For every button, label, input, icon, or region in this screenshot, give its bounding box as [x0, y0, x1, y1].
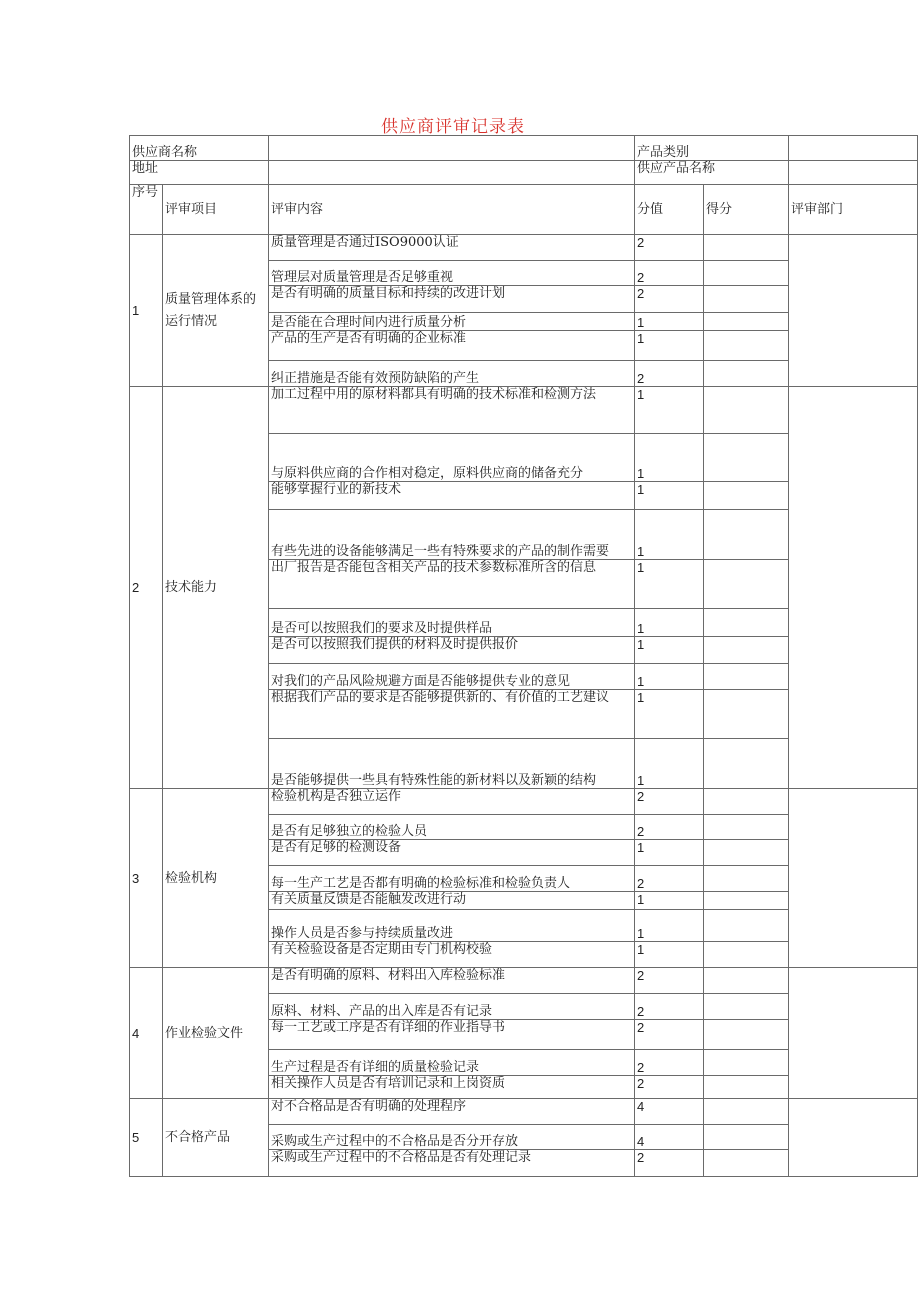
score-value: 2: [635, 866, 704, 892]
review-content: 每一工艺或工序是否有详细的作业指导书: [269, 1020, 635, 1050]
address-label: 地址: [130, 161, 269, 185]
score-input-cell[interactable]: [704, 664, 789, 690]
score-input-cell[interactable]: [704, 637, 789, 664]
score-value: 1: [635, 637, 704, 664]
score-input-cell[interactable]: [704, 235, 789, 261]
review-dept-cell[interactable]: [789, 789, 918, 968]
table-row: [130, 789, 918, 815]
score-input-cell[interactable]: [704, 968, 789, 994]
score-input-cell[interactable]: [704, 1020, 789, 1050]
product-name-value[interactable]: [789, 161, 918, 185]
score-value: 2: [635, 1150, 704, 1177]
section-item-name: 检验机构: [163, 789, 269, 968]
section-item-name: 不合格产品: [163, 1099, 269, 1177]
score-input-cell[interactable]: [704, 510, 789, 560]
review-content: 检验机构是否独立运作: [269, 789, 635, 815]
score-value: 2: [635, 1050, 704, 1076]
supplier-review-table: [129, 135, 918, 1177]
header-content: 评审内容: [269, 185, 635, 235]
header-score: 分值: [635, 185, 704, 235]
score-value: 4: [635, 1125, 704, 1150]
score-input-cell[interactable]: [704, 892, 789, 910]
score-input-cell[interactable]: [704, 942, 789, 968]
review-content: 是否可以按照我们的要求及时提供样品: [269, 609, 635, 637]
review-content: 是否可以按照我们提供的材料及时提供报价: [269, 637, 635, 664]
score-value: 1: [635, 510, 704, 560]
score-value: 1: [635, 560, 704, 609]
review-content: 操作人员是否参与持续质量改进: [269, 910, 635, 942]
section-number: 3: [130, 789, 163, 968]
header-seq: 序号: [130, 185, 163, 235]
review-content: 每一生产工艺是否都有明确的检验标准和检验负责人: [269, 866, 635, 892]
header-item: 评审项目: [163, 185, 269, 235]
score-value: 1: [635, 892, 704, 910]
review-content: 出厂报告是否能包含相关产品的技术参数标准所含的信息: [269, 560, 635, 609]
header-dept: 评审部门: [789, 185, 918, 235]
score-value: 1: [635, 739, 704, 789]
table-row: [130, 387, 918, 434]
section-number: 1: [130, 235, 163, 387]
review-content: 生产过程是否有详细的质量检验记录: [269, 1050, 635, 1076]
product-name-label: 供应产品名称: [635, 161, 789, 185]
review-content: 是否有足够独立的检验人员: [269, 815, 635, 840]
score-value: 1: [635, 664, 704, 690]
score-value: 1: [635, 482, 704, 510]
score-input-cell[interactable]: [704, 560, 789, 609]
header-got: 得分: [704, 185, 789, 235]
review-dept-cell[interactable]: [789, 968, 918, 1099]
score-input-cell[interactable]: [704, 815, 789, 840]
section-item-name: 作业检验文件: [163, 968, 269, 1099]
review-content: 原料、材料、产品的出入库是否有记录: [269, 994, 635, 1020]
info-row-supplier: [130, 136, 918, 161]
score-value: 2: [635, 261, 704, 286]
score-value: 2: [635, 815, 704, 840]
section-number: 2: [130, 387, 163, 789]
score-input-cell[interactable]: [704, 609, 789, 637]
supplier-name-label: 供应商名称: [130, 136, 269, 161]
review-content: 采购或生产过程中的不合格品是否有处理记录: [269, 1150, 635, 1177]
score-value: 1: [635, 942, 704, 968]
score-value: 1: [635, 331, 704, 361]
review-content: 是否能在合理时间内进行质量分析: [269, 313, 635, 331]
score-input-cell[interactable]: [704, 690, 789, 739]
review-dept-cell[interactable]: [789, 235, 918, 387]
review-content: 相关操作人员是否有培训记录和上岗资质: [269, 1076, 635, 1099]
review-content: 纠正措施是否能有效预防缺陷的产生: [269, 361, 635, 387]
score-input-cell[interactable]: [704, 910, 789, 942]
score-value: 1: [635, 840, 704, 866]
score-value: 2: [635, 1076, 704, 1099]
section-number: 5: [130, 1099, 163, 1177]
score-input-cell[interactable]: [704, 1050, 789, 1076]
product-category-label: 产品类别: [635, 136, 789, 161]
score-input-cell[interactable]: [704, 1125, 789, 1150]
table-row: [130, 968, 918, 994]
info-row-address: [130, 161, 918, 185]
review-content: 采购或生产过程中的不合格品是否分开存放: [269, 1125, 635, 1150]
table-row: [130, 1099, 918, 1125]
score-value: 2: [635, 286, 704, 313]
score-value: 1: [635, 434, 704, 482]
score-value: 1: [635, 313, 704, 331]
score-value: 2: [635, 994, 704, 1020]
review-dept-cell[interactable]: [789, 1099, 918, 1177]
review-content: 管理层对质量管理是否足够重视: [269, 261, 635, 286]
form-title: 供应商评审记录表: [381, 117, 525, 137]
review-content: 与原料供应商的合作相对稳定，原料供应商的储备充分: [269, 434, 635, 482]
score-input-cell[interactable]: [704, 286, 789, 313]
review-content: 是否有明确的质量目标和持续的改进计划: [269, 286, 635, 313]
review-content: 对我们的产品风险规避方面是否能够提供专业的意见: [269, 664, 635, 690]
review-content: 能够掌握行业的新技术: [269, 482, 635, 510]
review-dept-cell[interactable]: [789, 387, 918, 789]
review-content: 有关质量反馈是否能触发改进行动: [269, 892, 635, 910]
review-content: 有些先进的设备能够满足一些有特殊要求的产品的制作需要: [269, 510, 635, 560]
score-value: 1: [635, 910, 704, 942]
score-input-cell[interactable]: [704, 866, 789, 892]
score-input-cell[interactable]: [704, 331, 789, 361]
score-value: 2: [635, 789, 704, 815]
score-value: 2: [635, 235, 704, 261]
product-category-value[interactable]: [789, 136, 918, 161]
score-input-cell[interactable]: [704, 739, 789, 789]
score-value: 2: [635, 1020, 704, 1050]
score-value: 1: [635, 387, 704, 434]
score-value: 1: [635, 690, 704, 739]
address-value[interactable]: [269, 161, 635, 185]
review-content: 是否能够提供一些具有特殊性能的新材料以及新颖的结构: [269, 739, 635, 789]
section-number: 4: [130, 968, 163, 1099]
header-row: [130, 185, 918, 235]
review-content: 质量管理是否通过ISO9000认证: [269, 235, 635, 261]
score-value: 1: [635, 609, 704, 637]
score-value: 2: [635, 361, 704, 387]
score-input-cell[interactable]: [704, 840, 789, 866]
review-content: 有关检验设备是否定期由专门机构校验: [269, 942, 635, 968]
review-content: 根据我们产品的要求是否能够提供新的、有价值的工艺建议: [269, 690, 635, 739]
section-item-name: 技术能力: [163, 387, 269, 789]
score-input-cell[interactable]: [704, 313, 789, 331]
review-content: 是否有足够的检测设备: [269, 840, 635, 866]
score-input-cell[interactable]: [704, 261, 789, 286]
score-input-cell[interactable]: [704, 1076, 789, 1099]
review-content: 加工过程中用的原材料都具有明确的技术标准和检测方法: [269, 387, 635, 434]
score-input-cell[interactable]: [704, 1099, 789, 1125]
score-input-cell[interactable]: [704, 482, 789, 510]
score-input-cell[interactable]: [704, 361, 789, 387]
table-row: [130, 235, 918, 261]
score-value: 2: [635, 968, 704, 994]
supplier-name-value[interactable]: [269, 136, 635, 161]
score-input-cell[interactable]: [704, 1150, 789, 1177]
section-item-name: 质量管理体系的运行情况: [163, 235, 269, 387]
review-content: 对不合格品是否有明确的处理程序: [269, 1099, 635, 1125]
review-content: 是否有明确的原料、材料出入库检验标准: [269, 968, 635, 994]
review-content: 产品的生产是否有明确的企业标准: [269, 331, 635, 361]
score-input-cell[interactable]: [704, 789, 789, 815]
score-input-cell[interactable]: [704, 434, 789, 482]
score-input-cell[interactable]: [704, 994, 789, 1020]
score-input-cell[interactable]: [704, 387, 789, 434]
score-value: 4: [635, 1099, 704, 1125]
